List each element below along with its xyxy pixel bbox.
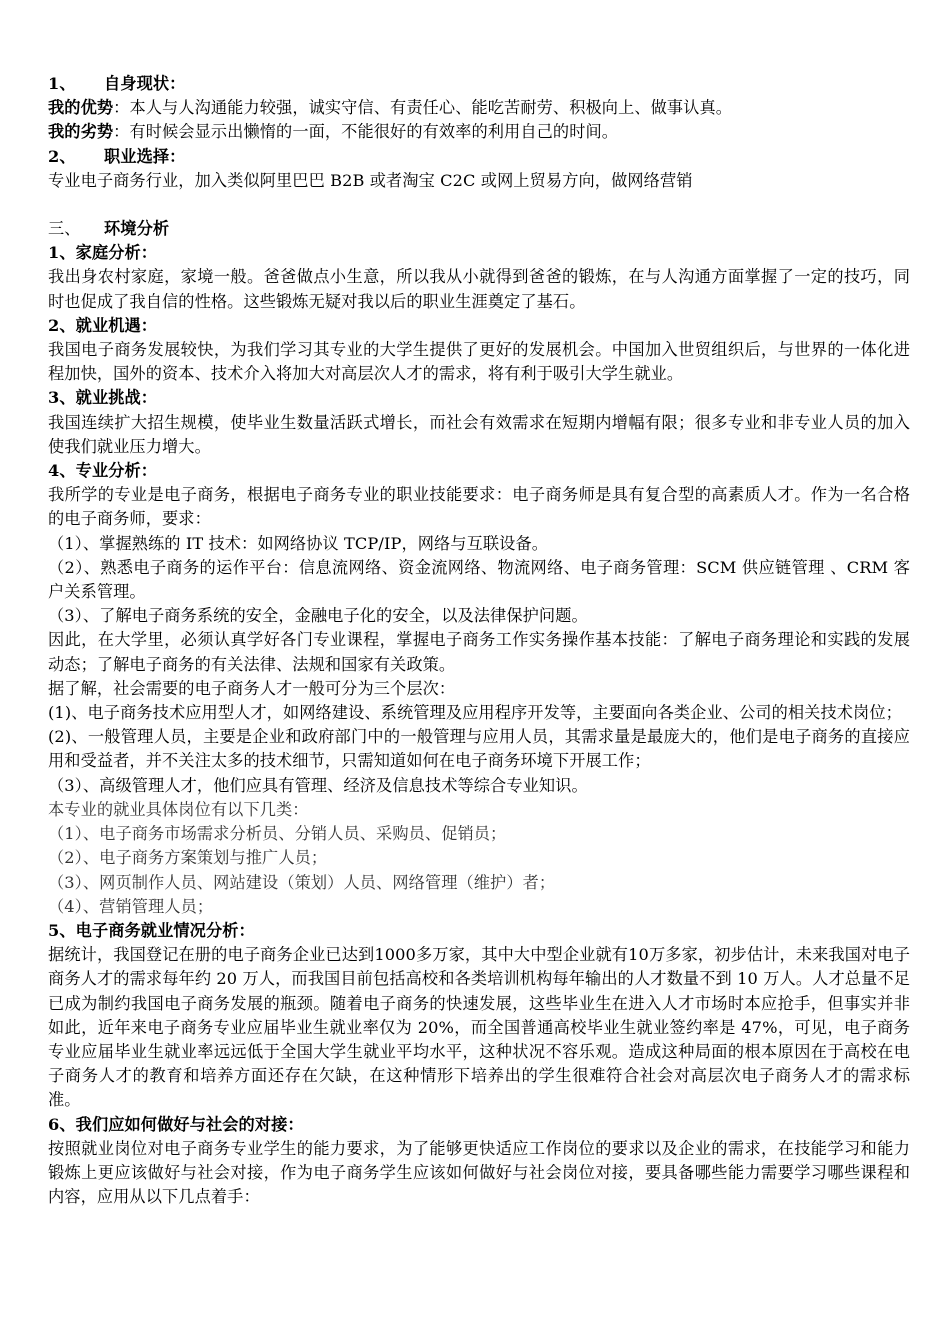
blank-line: [48, 193, 910, 217]
heading-employment-challenge: 3、就业挑战：: [48, 388, 158, 408]
level-item: (2)、一般管理人员，主要是企业和政府部门中的一般管理与应用人员，其需求量是最庞大的，他们是电子商务的直接应用和受益者，并不关注太多的技术细节，只需知道如何在电子商务环境下开展工作；: [48, 727, 910, 771]
major-intro-paragraph: 我所学的专业是电子商务，根据电子商务专业的职业技能要求：电子商务师是具有复合型的高素质人才。作为一名合格的电子商务师，要求：: [48, 485, 910, 529]
level-item: （3）、高级管理人才，他们应具有管理、经济及信息技术等综合专业知识。: [48, 775, 588, 795]
family-paragraph: 我出身农村家庭，家境一般。爸爸做点小生意，所以我从小就得到爸爸的锻炼，在与人沟通方面掌握了一定的技巧，同时也促成了我自信的性格。这些锻炼无疑对我以后的职业生涯奠定了基石。: [48, 267, 910, 311]
weakness-paragraph: 我的劣势：有时候会显示出懒惰的一面，不能很好的有效率的利用自己的时间。: [48, 122, 619, 142]
jobs-intro-paragraph: 本专业的就业具体岗位有以下几类：: [48, 799, 309, 819]
connection-paragraph: 按照就业岗位对电子商务专业学生的能力要求，为了能够更快适应工作岗位的要求以及企业的需求，在技能学习和能力锻炼上更应该做好与社会对接，作为电子商务学生应该如何做好与社会岗位对接，要具备哪些能力需要学习哪些课程和内容，应用从以下几点着手：: [48, 1138, 910, 1207]
heading-employment-situation: 5、电子商务就业情况分析：: [48, 920, 255, 940]
requirement-item: （2）、熟悉电子商务的运作平台：信息流网络、资金流网络、物流网络、电子商务管理：SCM 供应链管理 、CRM 客户关系管理。: [48, 557, 910, 602]
advantage-paragraph: 我的优势：本人与人沟通能力较强，诚实守信、有责任心、能吃苦耐劳、积极向上、做事认真。: [48, 98, 733, 118]
job-item: （1）、电子商务市场需求分析员、分销人员、采购员、促销员；: [48, 824, 507, 844]
heading-self-status: 1、 自身现状：: [48, 74, 186, 93]
job-item: （3）、网页制作人员、网站建设（策划）人员、网络管理（维护）者；: [48, 872, 556, 892]
heading-employment-opportunity: 2、就业机遇：: [48, 315, 158, 335]
requirement-item: （1）、掌握熟练的 IT 技术：如网络协议 TCP/IP，网络与互联设备。: [48, 533, 549, 553]
job-item: （4）、营销管理人员；: [48, 896, 214, 916]
levels-intro-paragraph: 据了解，社会需要的电子商务人才一般可分为三个层次：: [48, 678, 456, 698]
job-item: （2）、电子商务方案策划与推广人员；: [48, 848, 328, 868]
heading-environment-analysis: 三、 环境分析: [48, 219, 170, 239]
heading-social-connection: 6、我们应如何做好与社会的对接：: [48, 1114, 304, 1134]
level-item: (1)、电子商务技术应用型人才，如网络建设、系统管理及应用程序开发等，主要面向各类企业、公司的相关技术岗位；: [48, 703, 902, 723]
challenge-paragraph: 我国连续扩大招生规模，使毕业生数量活跃式增长，而社会有效需求在短期内增幅有限；很多专业和非专业人员的加入使我们就业压力增大。: [48, 412, 910, 456]
heading-family-analysis: 1、家庭分析：: [48, 243, 158, 263]
career-choice-paragraph: 专业电子商务行业，加入类似阿里巴巴 B2B 或者淘宝 C2C 或网上贸易方向，做网络营销: [48, 170, 693, 190]
employment-paragraph: 据统计，我国登记在册的电子商务企业已达到1000多万家，其中大中型企业就有10万多家，初步估计，未来我国对电子商务人才的需求每年约 20 万人，而我国目前包括高校和各类培训机构每年输出的人才数量不到 10 万人。人才总量不足已成为制约我国电子商务发展的瓶颈。随着电子商务的快速发展，这些毕业生在进入人才市场时本应抢手，但事实并非如此，近年来电子商务专业应届毕业生就业率仅为 20%，而全国普通高校毕业生就业签约率是 47%，可见，电子商务专业应届毕业生就业率远远低于全国大学生就业平均水平，这种状况不容乐观。造成这种局面的根本原因在于高校在电子商务人才的教育和培养方面还存在欠缺，在这种情形下培养出的学生很难符合社会对高层次电子商务人才的需求标准。: [48, 945, 910, 1110]
heading-career-choice: 2、 职业选择：: [48, 146, 186, 166]
requirement-item: （3）、了解电子商务系统的安全，金融电子化的安全，以及法律保护问题。: [48, 606, 588, 626]
heading-major-analysis: 4、专业分析：: [48, 461, 158, 481]
therefore-paragraph: 因此，在大学里，必须认真学好各门专业课程，掌握电子商务工作实务操作基本技能：了解电子商务理论和实践的发展动态；了解电子商务的有关法律、法规和国家有关政策。: [48, 630, 910, 674]
opportunity-paragraph: 我国电子商务发展较快，为我们学习其专业的大学生提供了更好的发展机会。中国加入世贸组织后，与世界的一体化进程加快，国外的资本、技术介入将加大对高层次人才的需求，将有利于吸引大学生就业。: [48, 340, 910, 384]
